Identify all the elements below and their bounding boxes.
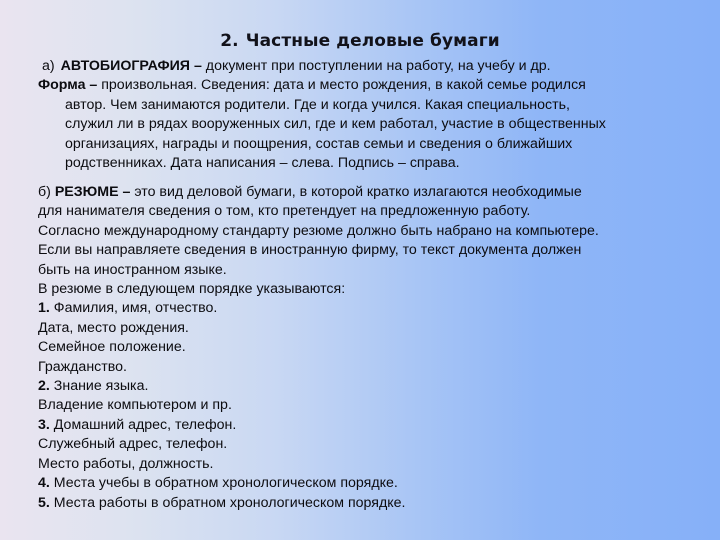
resume-term: РЕЗЮМЕ – <box>54 184 131 200</box>
resume-item-text: Домашний адрес, телефон. <box>49 416 237 433</box>
resume-item-number: 5. <box>38 494 50 511</box>
title-text: Частные деловые бумаги <box>245 31 500 51</box>
resume-item-number: 2. <box>38 378 50 395</box>
resume-text-line: Согласно международному стандарту резюме должно быть набрано на компьютере. <box>38 222 599 239</box>
resume-item-text: Семейное положение. <box>38 339 186 356</box>
resume-definition-line <box>38 183 698 202</box>
resume-list-item <box>38 299 698 318</box>
resume-item-text: Служебный адрес, телефон. <box>38 436 228 453</box>
autobiography-definition-line <box>38 57 698 76</box>
autobiography-form-text: произвольная. Сведения: дата и место рождения, в какой семье родился <box>97 77 586 94</box>
resume-item-text: Гражданство. <box>38 358 127 375</box>
resume-list-item <box>38 474 698 493</box>
autobiography-text-line: организациях, награды и поощрения, состав семьи и сведения о ближайших <box>65 135 573 152</box>
resume-list-item <box>38 455 698 474</box>
resume-list-item <box>38 396 698 415</box>
resume-item-text: Место работы, должность. <box>38 455 214 472</box>
resume-item-text: Знание языка. <box>49 378 149 395</box>
title-number: 2. <box>220 31 239 51</box>
resume-item-text: Владение компьютером и пр. <box>38 397 232 414</box>
resume-text-line: быть на иностранном языке. <box>38 261 227 278</box>
resume-list-item <box>38 416 698 435</box>
resume-text-line: Если вы направляете сведения в иностранную фирму, то текст документа должен <box>38 242 582 259</box>
autobiography-marker: а) <box>42 58 55 74</box>
resume-item-number: 3. <box>38 416 50 433</box>
resume-list-item <box>38 358 698 377</box>
resume-list-item <box>38 338 698 357</box>
resume-list-item <box>38 377 698 396</box>
resume-text-line: В резюме в следующем порядке указываются: <box>38 281 346 298</box>
resume-text-line: для нанимателя сведения о том, кто претендует на предложенную работу. <box>38 203 531 220</box>
autobiography-form-term: Форма – <box>38 77 98 94</box>
page-title <box>0 31 720 51</box>
autobiography-form-line <box>38 76 698 95</box>
autobiography-text-line: автор. Чем занимаются родители. Где и когда учился. Какая специальность, <box>65 96 570 113</box>
autobiography-section <box>38 57 698 173</box>
resume-item-text: Места учебы в обратном хронологическом порядке. <box>49 475 398 492</box>
autobiography-text-line: родственниках. Дата написания – слева. Подпись – справа. <box>65 155 460 172</box>
autobiography-text-line: служил ли в рядах вооруженных сил, где и кем работал, участие в общественных <box>65 116 606 133</box>
autobiography-term: АВТОБИОГРАФИЯ – <box>60 58 202 74</box>
resume-list-item <box>38 494 698 513</box>
resume-item-number: 4. <box>38 475 50 492</box>
resume-list-item <box>38 435 698 454</box>
resume-list-item <box>38 319 698 338</box>
resume-item-number: 1. <box>38 300 50 317</box>
resume-marker: б) <box>38 184 51 200</box>
resume-section <box>38 183 698 513</box>
resume-item-text: Места работы в обратном хронологическом порядке. <box>49 494 406 511</box>
resume-item-text: Фамилия, имя, отчество. <box>49 300 218 317</box>
autobiography-definition: документ при поступлении на работу, на учебу и др. <box>201 58 551 74</box>
resume-item-text: Дата, место рождения. <box>38 319 189 336</box>
resume-definition: это вид деловой бумаги, в которой кратко излагаются необходимые <box>130 184 582 200</box>
